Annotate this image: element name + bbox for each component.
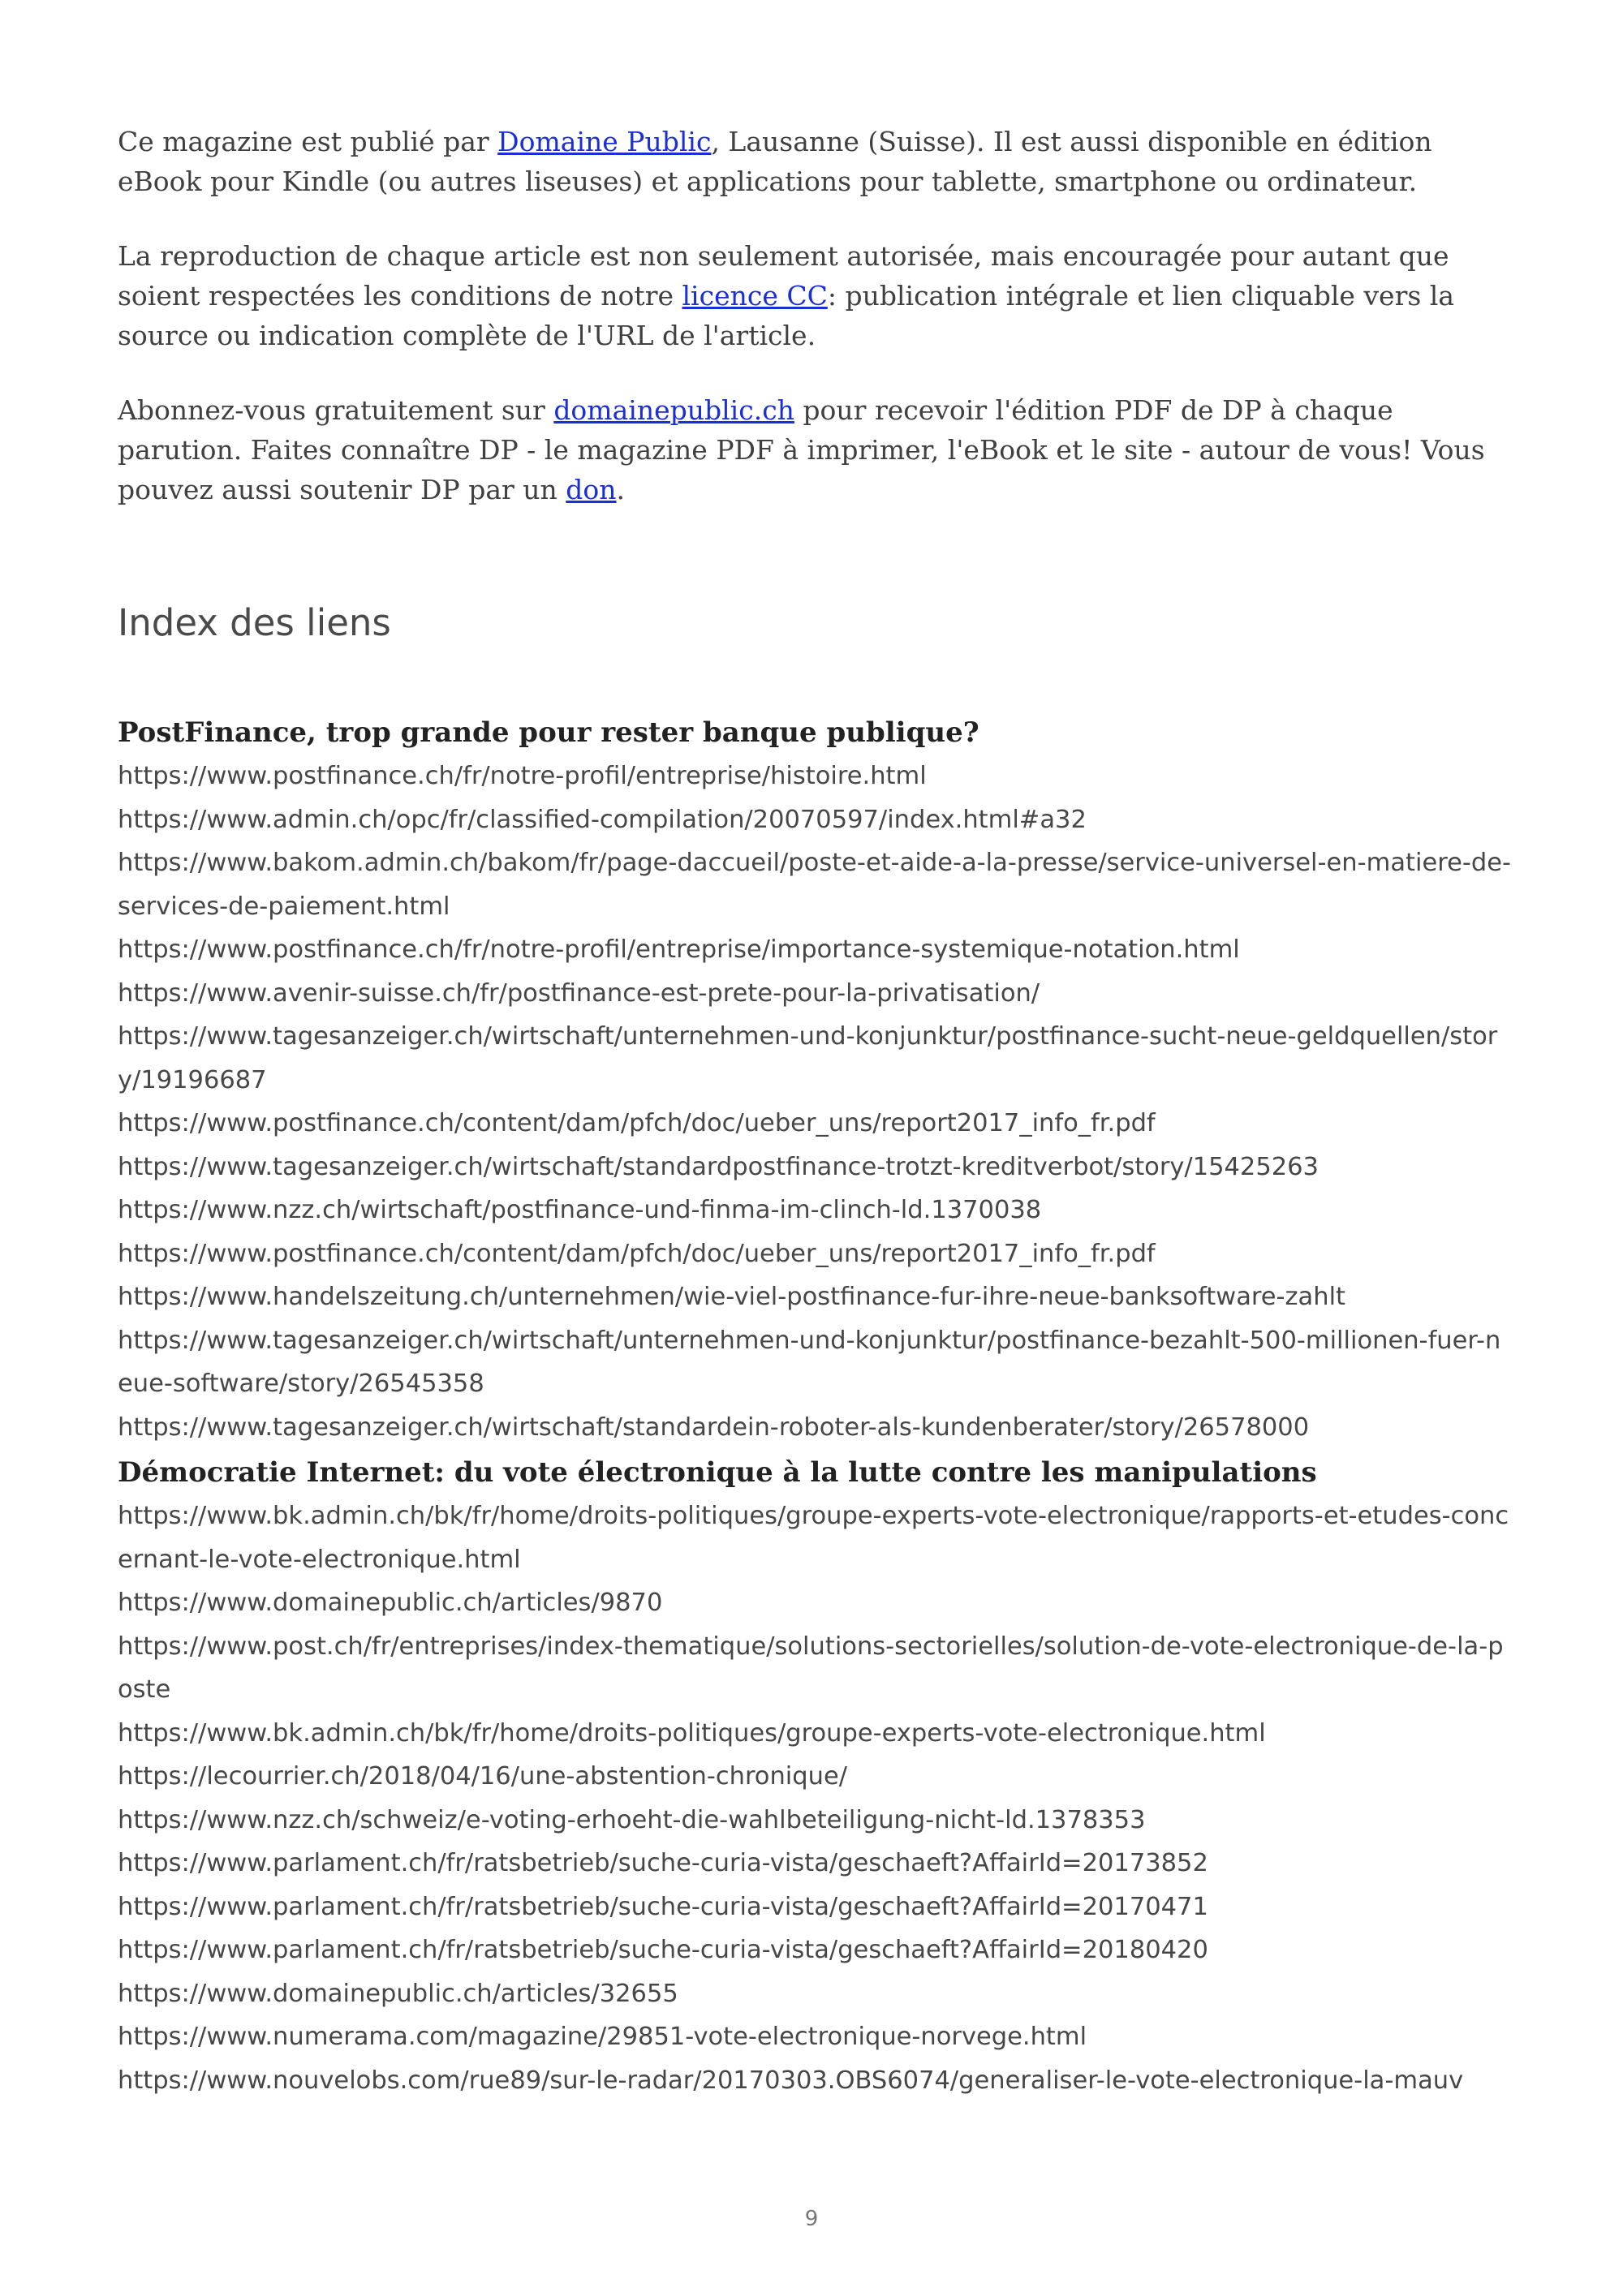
link-list	[118, 1494, 1513, 2102]
intro-text: .	[616, 474, 626, 505]
section-democratie-internet	[118, 1451, 1513, 2102]
section-postfinance	[118, 711, 1513, 1449]
domainepublic-link[interactable]: domainepublic.ch	[553, 394, 794, 426]
section-title: Démocratie Internet: du vote électronique à la lutte contre les manipulations	[118, 1456, 1317, 1489]
licence-cc-link[interactable]: licence CC	[682, 280, 828, 312]
link-item[interactable]: https://lecourrier.ch/2018/04/16/une-abstention-chronique/	[118, 1762, 848, 1791]
page-content	[118, 122, 1513, 2104]
link-item[interactable]: https://www.postfinance.ch/content/dam/pfch/doc/ueber_uns/report2017_info_fr.pdf	[118, 1239, 1156, 1268]
index-title: Index des liens	[118, 601, 391, 644]
link-item[interactable]: https://www.parlament.ch/fr/ratsbetrieb/suche-curia-vista/geschaeft?AffairId=20170471	[118, 1892, 1208, 1921]
link-list	[118, 755, 1513, 1449]
intro-paragraph-publisher	[118, 122, 1513, 201]
link-item[interactable]: https://www.postfinance.ch/fr/notre-profil/entreprise/importance-systemique-notation.html	[118, 935, 1240, 964]
link-item[interactable]: https://www.parlament.ch/fr/ratsbetrieb/suche-curia-vista/geschaeft?AffairId=20180420	[118, 1936, 1208, 1964]
don-link[interactable]: don	[566, 474, 617, 505]
link-item[interactable]: https://www.bk.admin.ch/bk/fr/home/droits-politiques/groupe-experts-vote-electronique.html	[118, 1718, 1266, 1748]
link-item[interactable]: https://www.post.ch/fr/entreprises/index-thematique/solutions-sectorielles/solution-de-vote-electronique-de-la-poste	[118, 1632, 1504, 1704]
page-number: 9	[804, 2207, 819, 2231]
link-item[interactable]: https://www.tagesanzeiger.ch/wirtschaft/unternehmen-und-konjunktur/postfinance-bezahlt-500-millionen-fuer-neue-software/story/26545358	[118, 1326, 1501, 1398]
link-item[interactable]: https://www.domainepublic.ch/articles/32655	[118, 1979, 678, 2008]
intro-paragraph-license	[118, 236, 1513, 355]
link-item[interactable]: https://www.avenir-suisse.ch/fr/postfinance-est-prete-pour-la-privatisation/	[118, 978, 1040, 1008]
link-item[interactable]: https://www.tagesanzeiger.ch/wirtschaft/unternehmen-und-konjunktur/postfinance-sucht-neue-geldquellen/story/19196687	[118, 1022, 1498, 1094]
link-item[interactable]: https://www.bakom.admin.ch/bakom/fr/page-daccueil/poste-et-aide-a-la-presse/service-universel-en-matiere-de-services-de-paiement.html	[118, 849, 1511, 921]
intro-paragraph-subscribe	[118, 390, 1513, 510]
intro-text: pour recevoir l'édition PDF de DP à chaque parution. Faites connaître DP - le magazine PDF à imprimer, l'eBook et le site - autour de vous! Vous pouvez aussi soutenir DP par un	[118, 394, 1485, 505]
link-item[interactable]: https://www.nzz.ch/schweiz/e-voting-erhoeht-die-wahlbeteiligung-nicht-ld.1378353	[118, 1805, 1146, 1834]
link-item[interactable]: https://www.nzz.ch/wirtschaft/postfinance-und-finma-im-clinch-ld.1370038	[118, 1196, 1042, 1224]
intro-text: , Lausanne (Suisse). Il est aussi disponible en édition eBook pour Kindle (ou autres liseuses) et applications pour tablette, smartphone ou ordinateur.	[118, 126, 1432, 197]
link-item[interactable]: https://www.numerama.com/magazine/29851-vote-electronique-norvege.html	[118, 2023, 1087, 2051]
intro-text: : publication intégrale et lien cliquable vers la source ou indication complète de l'URL de l'article.	[118, 280, 1455, 351]
link-item[interactable]: https://www.postfinance.ch/fr/notre-profil/entreprise/histoire.html	[118, 762, 927, 790]
intro-text: Abonnez-vous gratuitement sur	[118, 394, 554, 426]
domaine-public-link[interactable]: Domaine Public	[497, 126, 712, 157]
intro-block	[118, 122, 1513, 510]
link-item[interactable]: https://www.bk.admin.ch/bk/fr/home/droits-politiques/groupe-experts-vote-electronique/rapports-et-etudes-concernant-le-vote-electronique.html	[118, 1502, 1509, 1574]
link-item[interactable]: https://www.parlament.ch/fr/ratsbetrieb/suche-curia-vista/geschaeft?AffairId=20173852	[118, 1849, 1208, 1877]
link-item[interactable]: https://www.tagesanzeiger.ch/wirtschaft/standardpostfinance-trotzt-kreditverbot/story/15425263	[118, 1152, 1319, 1181]
link-item[interactable]: https://www.handelszeitung.ch/unternehmen/wie-viel-postfinance-fur-ihre-neue-banksoftware-zahlt	[118, 1283, 1345, 1311]
link-item[interactable]: https://www.tagesanzeiger.ch/wirtschaft/standardein-roboter-als-kundenberater/story/26578000	[118, 1412, 1310, 1442]
link-item[interactable]: https://www.nouvelobs.com/rue89/sur-le-radar/20170303.OBS6074/generaliser-le-vote-electronique-la-mauv	[118, 2066, 1464, 2095]
link-item[interactable]: https://www.domainepublic.ch/articles/9870	[118, 1589, 663, 1617]
link-item[interactable]: https://www.postfinance.ch/content/dam/pfch/doc/ueber_uns/report2017_info_fr.pdf	[118, 1109, 1156, 1137]
intro-text: La reproduction de chaque article est non seulement autorisée, mais encouragée pour autant que soient respectées les conditions de notre	[118, 240, 1449, 312]
section-title: PostFinance, trop grande pour rester banque publique?	[118, 716, 979, 749]
link-item[interactable]: https://www.admin.ch/opc/fr/classified-compilation/20070597/index.html#a32	[118, 805, 1087, 834]
intro-text: Ce magazine est publié par	[118, 126, 498, 157]
